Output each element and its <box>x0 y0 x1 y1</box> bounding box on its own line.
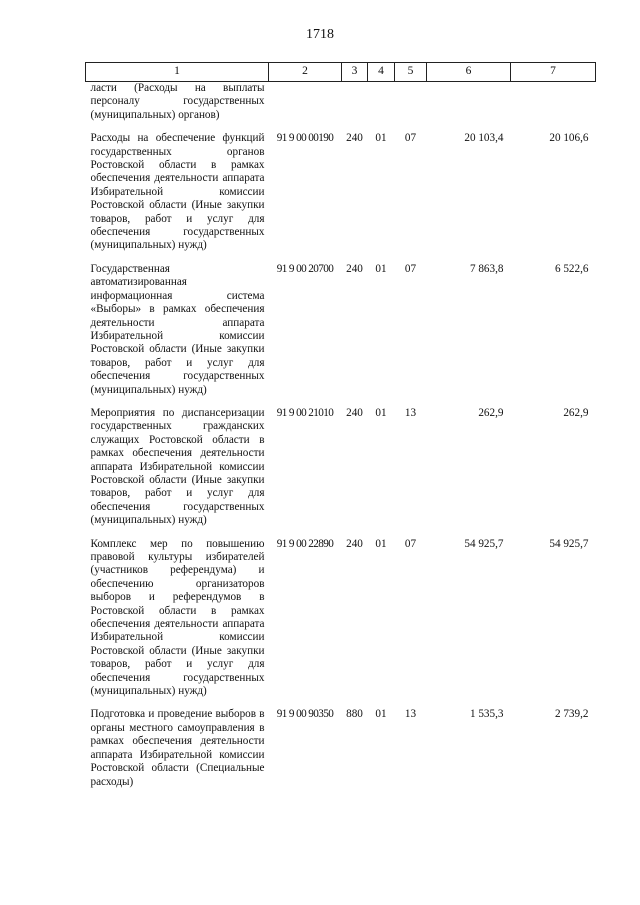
row-vr: 240 <box>346 132 363 145</box>
table-row <box>86 698 596 788</box>
row-pr: 13 <box>404 406 417 419</box>
row-sum-1: 7 863,8 <box>469 262 504 275</box>
row-rz: 01 <box>375 132 387 145</box>
row-pr: 07 <box>404 262 417 275</box>
row-rz: 01 <box>375 262 387 275</box>
row-vr: 240 <box>346 406 363 419</box>
row-pr: 13 <box>404 708 417 721</box>
header-col-3: 3 <box>342 63 368 82</box>
row-code: 91 9 00 20700 <box>276 262 334 275</box>
row-pr: 07 <box>404 537 417 550</box>
row-sum-1: 1 535,3 <box>469 708 504 721</box>
row-vr: 240 <box>346 262 363 275</box>
row-pr: 07 <box>404 132 417 145</box>
header-col-2: 2 <box>269 63 342 82</box>
table-row <box>86 528 596 699</box>
budget-table <box>85 62 596 789</box>
table-row <box>86 253 596 397</box>
table-row <box>86 122 596 253</box>
row-name: Комплекс мер по повышению правовой культуры избирателей (участников референдума) и обеспечению организаторов выборов и референдумов в Ростовской области в рамках обеспечения деятельности аппарата Избирательной комиссии Ростовской области (Иные закупки товаров, работ и услуг для обеспечения государственных (муниципальных) нужд) <box>90 537 265 698</box>
row-name: Мероприятия по диспансеризации государственных гражданских служащих Ростовской области в рамках обеспечения деятельности аппарата Избирательной комиссии Ростовской области (Иные закупки товаров, работ и услуг для обеспечения государственных (муниципальных) нужд) <box>90 406 265 527</box>
row-sum-1: 262,9 <box>478 406 504 419</box>
row-code: 91 9 00 21010 <box>276 406 334 419</box>
row-name: Подготовка и проведение выборов в органы местного самоуправления в рамках обеспечения деятельности аппарата Избирательной комиссии Ростовской области (Специальные расходы) <box>90 708 265 788</box>
page-number: 1718 <box>306 27 334 42</box>
row-rz: 01 <box>375 708 387 721</box>
row-sum-2: 6 522,6 <box>554 262 589 275</box>
row-sum-2: 262,9 <box>563 406 589 419</box>
row-sum-2: 54 925,7 <box>549 537 589 550</box>
header-col-1: 1 <box>86 63 269 82</box>
row-rz: 01 <box>375 406 387 419</box>
table-row <box>86 397 596 528</box>
row-name: Расходы на обеспечение функций государственных органов Ростовской области в рамках обеспечения деятельности аппарата Избирательной комиссии Ростовской области (Иные закупки товаров, работ и услуг для обеспечения государственных (муниципальных) нужд) <box>90 132 265 252</box>
header-col-6: 6 <box>427 63 511 82</box>
row-vr: 880 <box>346 708 363 721</box>
row-sum-1: 20 103,4 <box>464 132 504 145</box>
row-code: 91 9 00 00190 <box>276 132 334 145</box>
header-col-4: 4 <box>368 63 395 82</box>
header-col-5: 5 <box>395 63 427 82</box>
row-rz: 01 <box>375 537 387 550</box>
row-code: 91 9 00 22890 <box>276 537 334 550</box>
row-vr: 240 <box>346 537 363 550</box>
table-row-continuation <box>86 82 596 123</box>
continuation-text: ласти (Расходы на выплаты персоналу государственных (муниципальных) органов) <box>90 82 265 121</box>
row-name: Государственная автоматизированная информационная система «Выборы» в рамках обеспечения деятельности аппарата Избирательной комиссии Ростовской области (Иные закупки товаров, работ и услуг для обеспечения государственных (муниципальных) нужд) <box>90 262 265 396</box>
row-sum-2: 20 106,6 <box>549 132 589 145</box>
row-code: 91 9 00 90350 <box>276 708 334 721</box>
row-sum-2: 2 739,2 <box>554 708 589 721</box>
row-sum-1: 54 925,7 <box>464 537 504 550</box>
header-col-7: 7 <box>511 63 596 82</box>
column-number-header <box>86 63 596 82</box>
